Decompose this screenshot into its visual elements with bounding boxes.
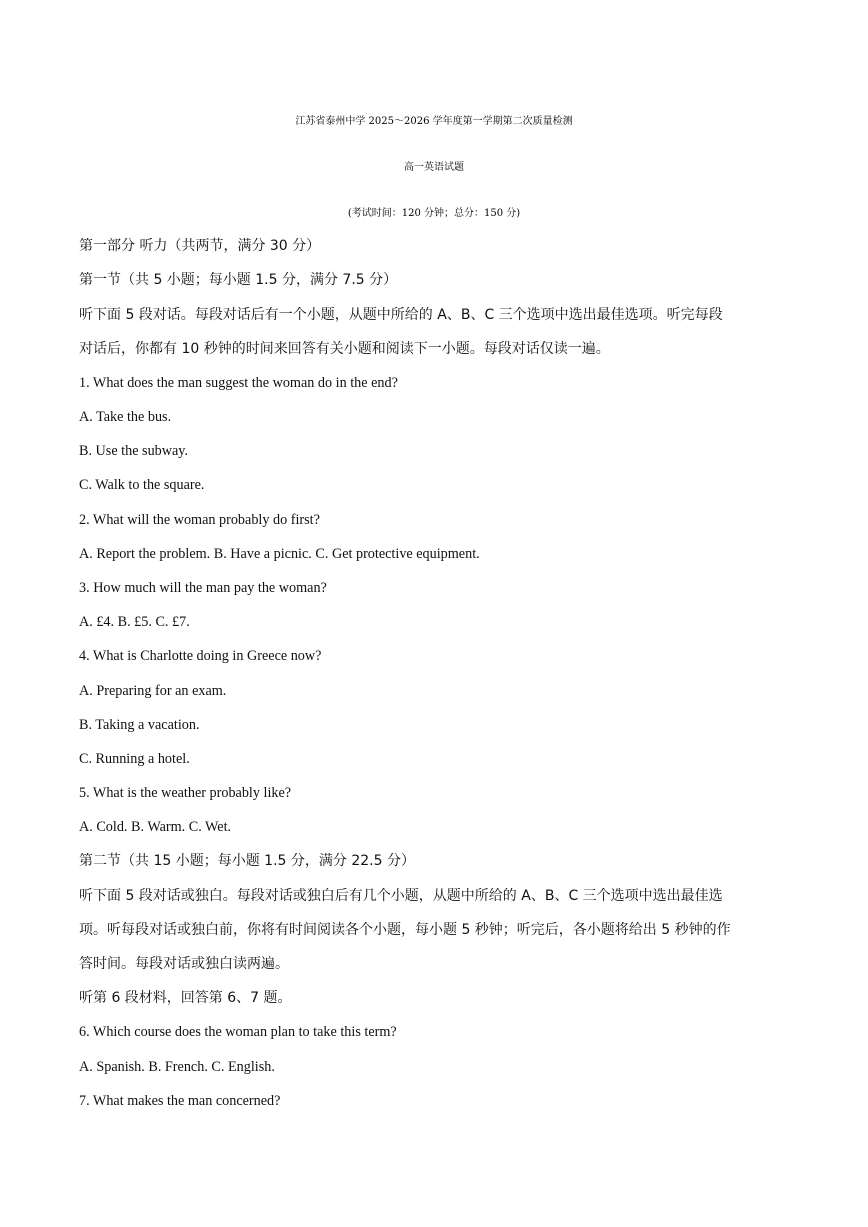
instruction-line: 听下面 5 段对话或独白。每段对话或独白后有几个小题，从题中所给的 A、B、C 三个选项中选出最佳选 xyxy=(79,888,723,904)
instruction-line: 项。听每段对话或独白前，你将有时间阅读各个小题，每小题 5 秒钟；听完后，各小题将给出 5 秒钟的作 xyxy=(79,922,731,938)
question-item: 3. How much will the man pay the woman? xyxy=(79,580,327,596)
option-line: B. Use the subway. xyxy=(79,443,189,459)
exam-info: (考试时间：120 分钟；总分：150 分) xyxy=(347,208,521,219)
section-heading: 第二节（共 15 小题；每小题 1.5 分，满分 22.5 分） xyxy=(79,853,415,869)
question-item: 2. What will the woman probably do first? xyxy=(79,512,320,528)
option-line: C. Walk to the square. xyxy=(79,477,205,493)
option-line: A. Take the bus. xyxy=(79,409,172,425)
question-item: 5. What is the weather probably like? xyxy=(79,785,292,801)
section-heading: 第一节（共 5 小题；每小题 1.5 分，满分 7.5 分） xyxy=(79,272,398,288)
option-line: A. £4. B. £5. C. £7. xyxy=(79,614,190,630)
exam-subtitle: 高一英语试题 xyxy=(404,162,464,173)
instruction-line: 对话后，你都有 10 秒钟的时间来回答有关小题和阅读下一小题。每段对话仅读一遍。 xyxy=(79,341,610,357)
question-item: 6. Which course does the woman plan to take this term? xyxy=(79,1024,397,1040)
option-line: A. Cold. B. Warm. C. Wet. xyxy=(79,819,232,835)
option-line: A. Report the problem. B. Have a picnic. C. Get protective equipment. xyxy=(79,546,480,562)
option-line: A. Preparing for an exam. xyxy=(79,683,227,699)
option-line: B. Taking a vacation. xyxy=(79,717,200,733)
part-heading: 第一部分 听力（共两节，满分 30 分） xyxy=(79,238,321,254)
question-item: 4. What is Charlotte doing in Greece now? xyxy=(79,648,322,664)
option-line: A. Spanish. B. French. C. English. xyxy=(79,1059,275,1075)
question-item: 1. What does the man suggest the woman do in the end? xyxy=(79,375,398,391)
option-line: C. Running a hotel. xyxy=(79,751,190,767)
instruction-line: 听下面 5 段对话。每段对话后有一个小题，从题中所给的 A、B、C 三个选项中选出最佳选项。听完每段 xyxy=(79,307,723,323)
exam-title: 江苏省泰州中学 2025～2026 学年度第一学期第二次质量检测 xyxy=(295,116,573,127)
material-heading: 听第 6 段材料，回答第 6、7 题。 xyxy=(79,990,292,1006)
instruction-line: 答时间。每段对话或独白读两遍。 xyxy=(79,956,289,972)
question-item: 7. What makes the man concerned? xyxy=(79,1093,281,1109)
